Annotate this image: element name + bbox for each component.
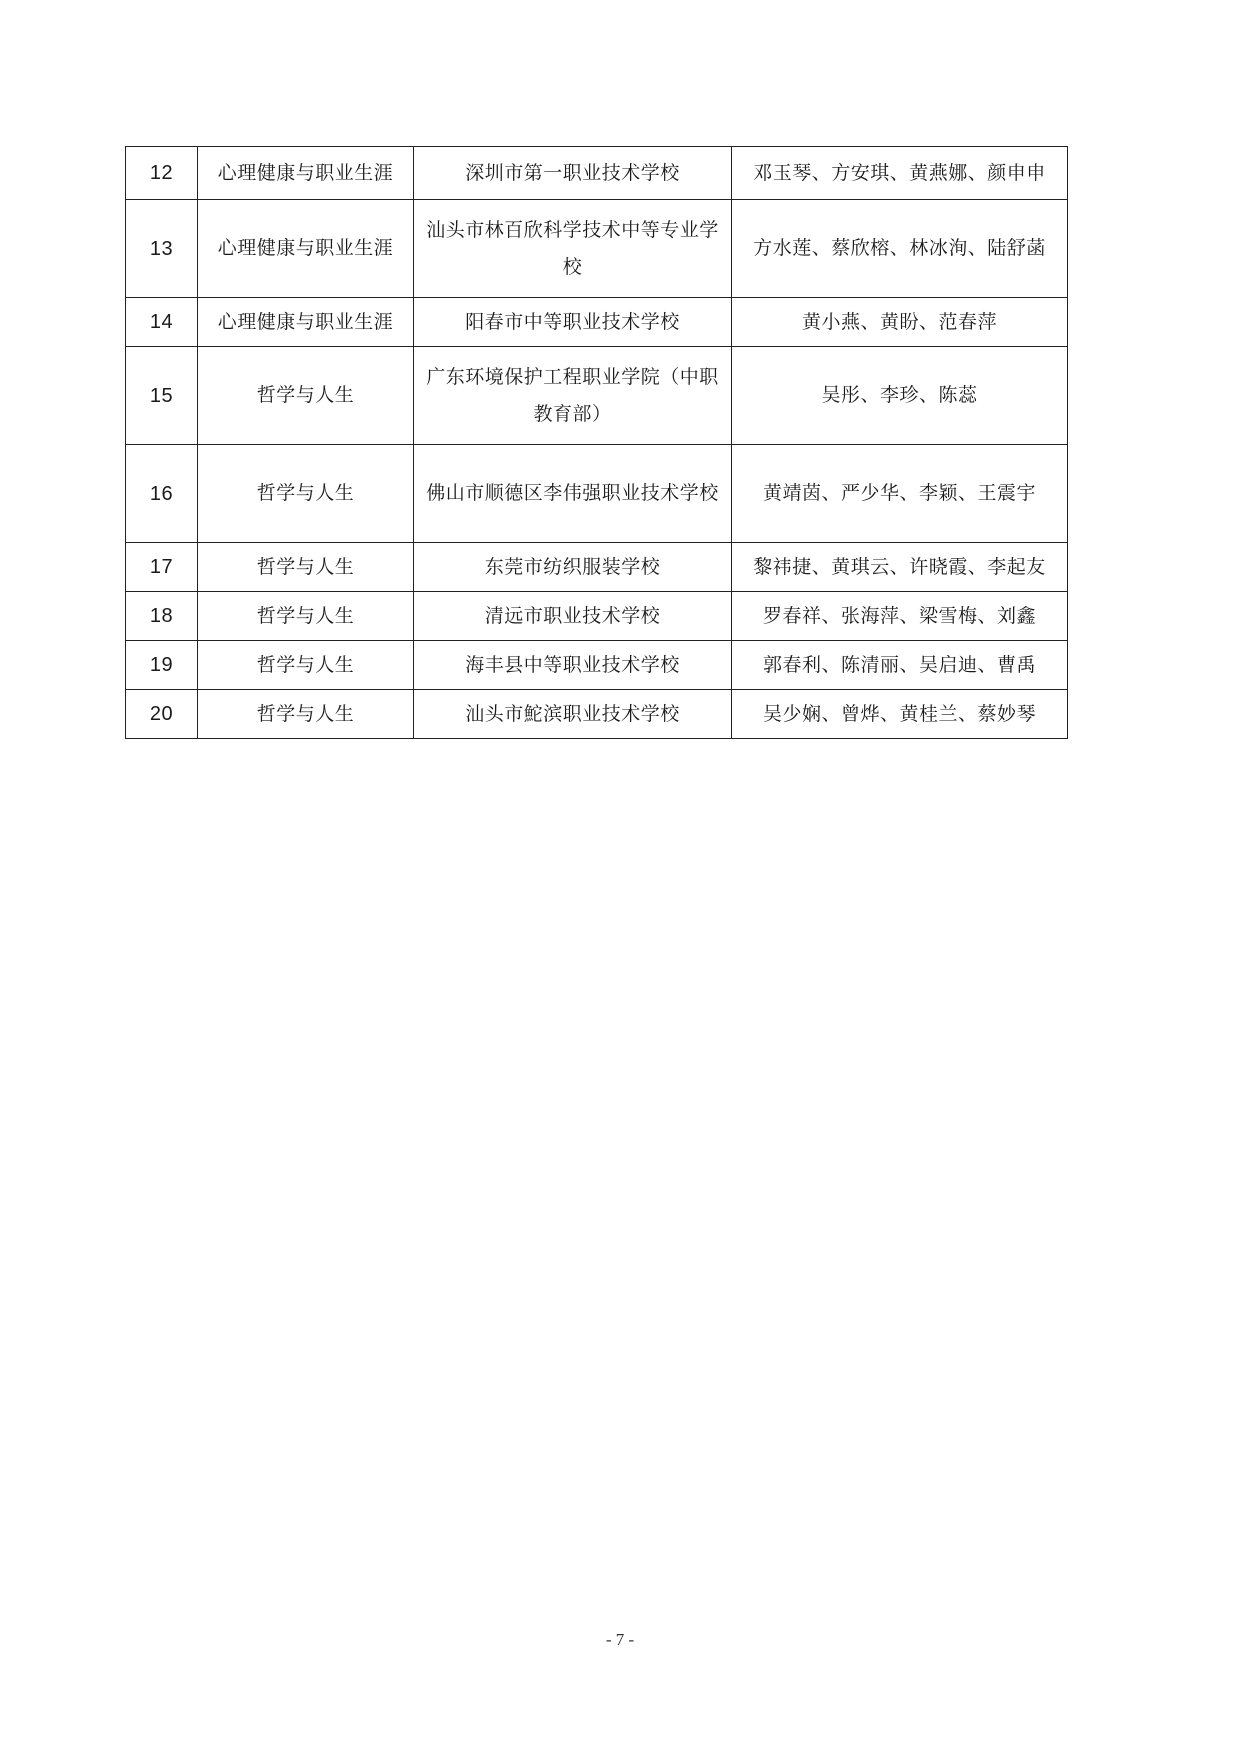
table-row [126,641,1068,690]
row-number: 18 [126,592,198,641]
page-number: - 7 - [605,1630,635,1649]
row-number: 12 [126,147,198,200]
school-name: 阳春市中等职业技术学校 [414,298,732,347]
member-names: 吴彤、李珍、陈蕊 [732,347,1068,445]
school-name: 广东环境保护工程职业学院（中职教育部） [414,347,732,445]
school-name: 深圳市第一职业技术学校 [414,147,732,200]
school-name: 东莞市纺织服装学校 [414,543,732,592]
school-name: 佛山市顺德区李伟强职业技术学校 [414,445,732,543]
row-number: 15 [126,347,198,445]
table-row [126,592,1068,641]
course-name: 心理健康与职业生涯 [198,200,414,298]
row-number: 17 [126,543,198,592]
member-names: 黄小燕、黄盼、范春萍 [732,298,1068,347]
member-names: 罗春祥、张海萍、梁雪梅、刘鑫 [732,592,1068,641]
roster-table [125,146,1068,739]
member-names: 方水莲、蔡欣榕、林冰洵、陆舒菡 [732,200,1068,298]
course-name: 心理健康与职业生涯 [198,298,414,347]
school-name: 汕头市鮀滨职业技术学校 [414,690,732,739]
school-name: 清远市职业技术学校 [414,592,732,641]
row-number: 19 [126,641,198,690]
member-names: 吴少娴、曾烨、黄桂兰、蔡妙琴 [732,690,1068,739]
course-name: 哲学与人生 [198,690,414,739]
table-row [126,543,1068,592]
member-names: 郭春利、陈清丽、吴启迪、曹禹 [732,641,1068,690]
member-names: 黎祎捷、黄琪云、许晓霞、李起友 [732,543,1068,592]
school-name: 汕头市林百欣科学技术中等专业学校 [414,200,732,298]
member-names: 黄靖茵、严少华、李颖、王震宇 [732,445,1068,543]
row-number: 20 [126,690,198,739]
table-row [126,347,1068,445]
course-name: 哲学与人生 [198,641,414,690]
member-names: 邓玉琴、方安琪、黄燕娜、颜申申 [732,147,1068,200]
table-row [126,690,1068,739]
table-row [126,200,1068,298]
course-name: 哲学与人生 [198,592,414,641]
row-number: 14 [126,298,198,347]
course-name: 哲学与人生 [198,445,414,543]
table-row [126,147,1068,200]
row-number: 16 [126,445,198,543]
table-row [126,445,1068,543]
course-name: 哲学与人生 [198,543,414,592]
row-number: 13 [126,200,198,298]
table-row [126,298,1068,347]
school-name: 海丰县中等职业技术学校 [414,641,732,690]
course-name: 心理健康与职业生涯 [198,147,414,200]
course-name: 哲学与人生 [198,347,414,445]
